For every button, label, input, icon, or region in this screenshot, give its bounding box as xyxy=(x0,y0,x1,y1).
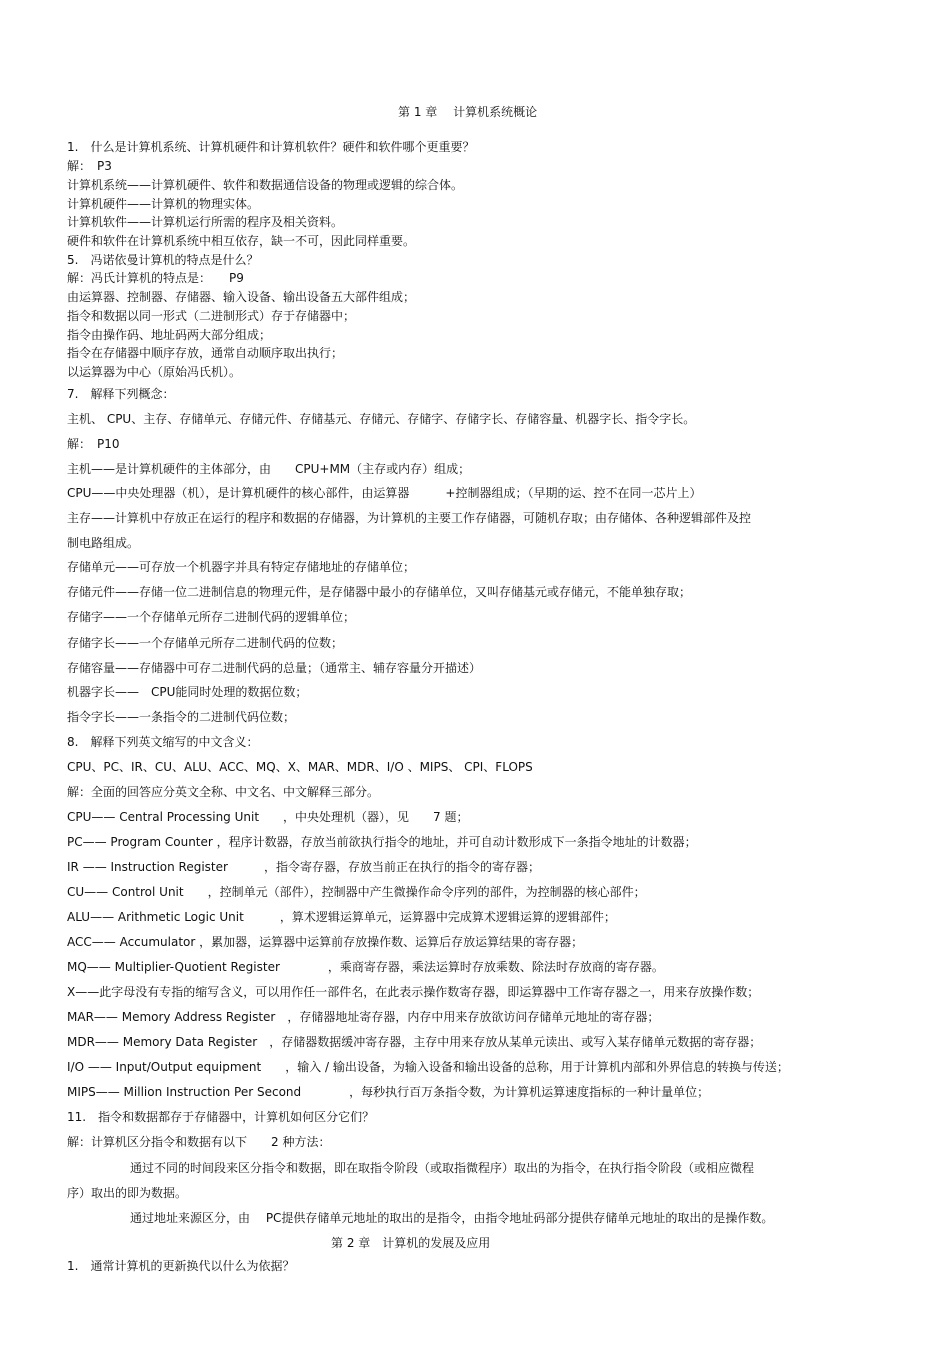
q1-question: 1. 什么是计算机系统、计算机硬件和计算机软件？硬件和软件哪个更重要？ xyxy=(67,140,475,154)
q1-line: 硬件和软件在计算机系统中相互依存，缺一不可，因此同样重要。 xyxy=(67,234,416,248)
q7-line: 存储字——一个存储单元所存二进制代码的逻辑单位； xyxy=(67,610,356,624)
q8-line: ACC—— Accumulator ，累加器，运算器中运算前存放操作数、运算后存放运算结果的寄存器； xyxy=(67,935,584,949)
q5-line: 以运算器为中心（原始冯氏机）。 xyxy=(67,365,242,379)
q7-line: 存储单元——可存放一个机器字并具有特定存储地址的存储单位； xyxy=(67,560,416,574)
q11-question: 11. 指令和数据都存于存储器中，计算机如何区分它们？ xyxy=(67,1110,375,1124)
q8-line: CPU—— Central Processing Unit ，中央处理机（器），见 7 题； xyxy=(67,810,469,824)
q7-line: 制电路组成。 xyxy=(67,536,140,550)
q5-answer-ref: 解：冯氏计算机的特点是： P9 xyxy=(67,271,244,285)
q8-question: 8. 解释下列英文缩写的中文含义： xyxy=(67,735,259,749)
q8-line: MDR—— Memory Data Register ，存储器数据缓冲寄存器，主存中用来存放从某单元读出、或写入某存储单元数据的寄存器； xyxy=(67,1035,762,1049)
q7-line: 指令字长——一条指令的二进制代码位数； xyxy=(67,710,296,724)
q8-line: PC—— Program Counter ，程序计数器，存放当前欲执行指令的地址，并可自动计数形成下一条指令地址的计数器； xyxy=(67,835,697,849)
q7-question: 7. 解释下列概念： xyxy=(67,387,175,401)
q8-line: ALU—— Arithmetic Logic Unit ，算术逻辑运算单元，运算器中完成算术逻辑运算的逻辑部件； xyxy=(67,910,616,924)
q8-line: CU—— Control Unit ，控制单元（部件），控制器中产生微操作命令序列的部件，为控制器的核心部件； xyxy=(67,885,646,899)
chapter-2-title: 第 2 章 计算机的发展及应用 xyxy=(331,1236,491,1250)
q1-line: 计算机硬件——计算机的物理实体。 xyxy=(67,197,260,211)
q5-line: 指令和数据以同一形式（二进制形式）存于存储器中； xyxy=(67,309,356,323)
q5-line: 指令由操作码、地址码两大部分组成； xyxy=(67,328,272,342)
ch2-q1-question: 1. 通常计算机的更新换代以什么为依据？ xyxy=(67,1259,295,1273)
q1-line: 计算机软件——计算机运行所需的程序及相关资料。 xyxy=(67,215,344,229)
q7-line: 存储元件——存储一位二进制信息的物理元件，是存储器中最小的存储单位，又叫存储基元或存储元，不能单独存取； xyxy=(67,585,692,599)
q7-line: 主存——计算机中存放正在运行的程序和数据的存储器，为计算机的主要工作存储器，可随机存取；由存储体、各种逻辑部件及控 xyxy=(67,511,752,525)
q11-method-1-continued: 序）取出的即为数据。 xyxy=(67,1186,188,1200)
q7-line: 机器字长—— CPU能同时处理的数据位数； xyxy=(67,685,308,699)
q1-line: 计算机系统——计算机硬件、软件和数据通信设备的物理或逻辑的综合体。 xyxy=(67,178,464,192)
q8-answer-ref: 解：全面的回答应分英文全称、中文名、中文解释三部分。 xyxy=(67,785,380,799)
chapter-1-title: 第 1 章 计算机系统概论 xyxy=(398,105,538,119)
q8-line: I/O —— Input/Output equipment ，输入 / 输出设备，为输入设备和输出设备的总称，用于计算机内部和外界信息的转换与传送； xyxy=(67,1060,789,1074)
q5-line: 指令在存储器中顺序存放，通常自动顺序取出执行； xyxy=(67,346,344,360)
q7-line: 存储字长——一个存储单元所存二进制代码的位数； xyxy=(67,636,344,650)
q8-line: X——此字母没有专指的缩写含义，可以用作任一部件名，在此表示操作数寄存器，即运算器中工作寄存器之一，用来存放操作数； xyxy=(67,985,760,999)
q7-line: 存储容量——存储器中可存二进制代码的总量；（通常主、辅存容量分开描述） xyxy=(67,661,482,675)
q8-terms: CPU、PC、IR、CU、ALU、ACC、MQ、X、MAR、MDR、I/O 、MIPS、 CPI、FLOPS xyxy=(67,760,533,774)
q8-line: MQ—— Multiplier-Quotient Register ，乘商寄存器，乘法运算时存放乘数、除法时存放商的寄存器。 xyxy=(67,960,664,974)
q7-line: 主机——是计算机硬件的主体部分，由 CPU+MM（主存或内存）组成； xyxy=(67,462,471,476)
q7-line: CPU——中央处理器（机），是计算机硬件的核心部件，由运算器 +控制器组成；（早期的运、控不在同一芯片上） xyxy=(67,486,702,500)
q11-answer-ref: 解：计算机区分指令和数据有以下 2 种方法： xyxy=(67,1135,331,1149)
q1-answer-ref: 解： P3 xyxy=(67,159,112,173)
q11-method-2: 通过地址来源区分，由 PC提供存储单元地址的取出的是指令，由指令地址码部分提供存储单元地址的取出的是操作数。 xyxy=(130,1211,774,1225)
q7-answer-ref: 解： P10 xyxy=(67,437,120,451)
q7-terms: 主机、 CPU、主存、存储单元、存储元件、存储基元、存储元、存储字、存储字长、存储容量、机器字长、指令字长。 xyxy=(67,412,696,426)
q8-line: MAR—— Memory Address Register ，存储器地址寄存器，内存中用来存放欲访问存储单元地址的寄存器； xyxy=(67,1010,660,1024)
q8-line: IR —— Instruction Register ，指令寄存器，存放当前正在执行的指令的寄存器； xyxy=(67,860,540,874)
q8-line: MIPS—— Million Instruction Per Second ，每秒执行百万条指令数，为计算机运算速度指标的一种计量单位； xyxy=(67,1085,710,1099)
q5-line: 由运算器、控制器、存储器、输入设备、输出设备五大部件组成； xyxy=(67,290,416,304)
q11-method-1: 通过不同的时间段来区分指令和数据，即在取指令阶段（或取指微程序）取出的为指令，在执行指令阶段（或相应微程 xyxy=(130,1161,755,1175)
q5-question: 5. 冯诺依曼计算机的特点是什么？ xyxy=(67,253,259,267)
